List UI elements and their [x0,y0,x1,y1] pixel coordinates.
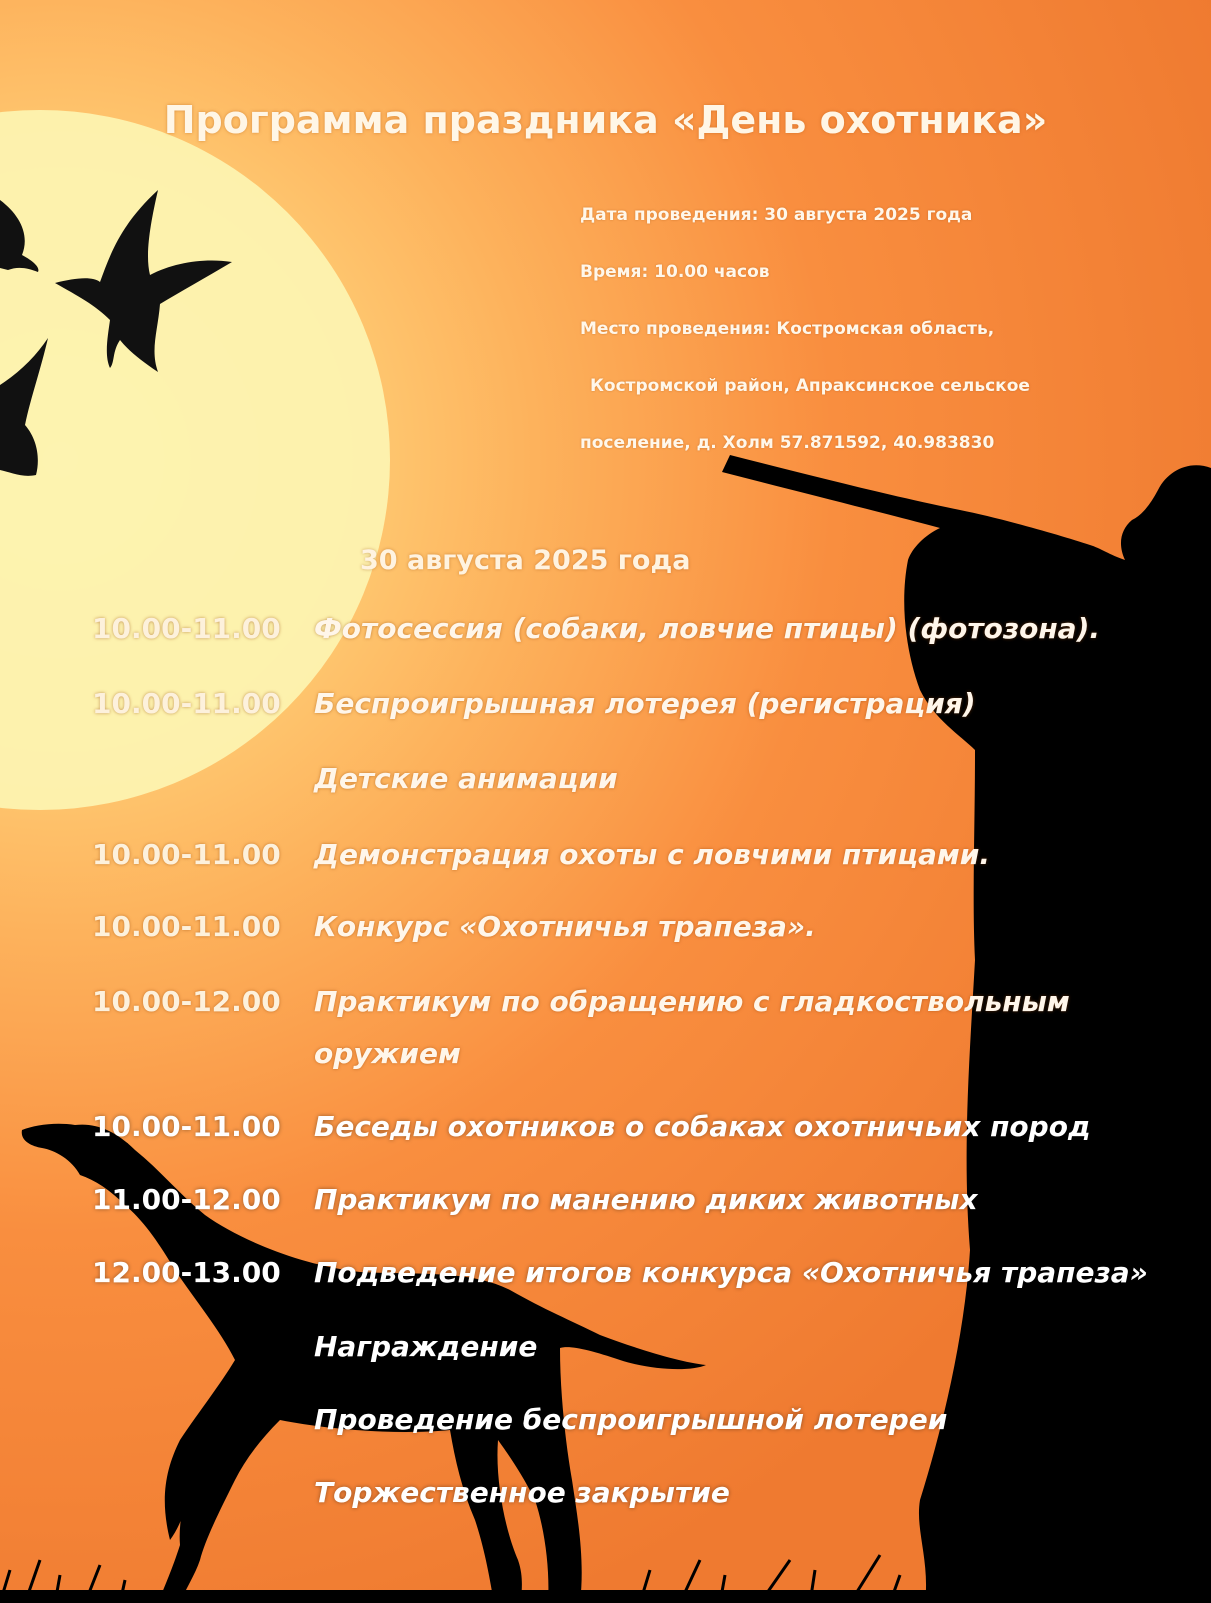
schedule-time: 11.00-12.00 [92,1183,281,1216]
info-place-line-2: Костромской район, Апраксинское сельское [590,376,1030,396]
info-time: Время: 10.00 часов [580,262,770,282]
schedule-time: 10.00-11.00 [92,838,281,871]
schedule-time: 10.00-12.00 [92,985,281,1018]
schedule-event: Практикум по обращению с гладкоствольным [314,985,1070,1018]
schedule-time: 10.00-11.00 [92,687,281,720]
schedule-event: Детские анимации [314,762,618,795]
info-place-line-3: поселение, д. Холм 57.871592, 40.983830 [580,433,995,453]
schedule-time: 10.00-11.00 [92,910,281,943]
schedule-time: 10.00-11.00 [92,1110,281,1143]
schedule-event: Фотосессия (собаки, ловчие птицы) (фотозона). [314,612,1100,645]
schedule-event: Демонстрация охоты с ловчими птицами. [314,838,990,871]
schedule-event: Торжественное закрытие [314,1476,730,1509]
schedule-event: Беспроигрышная лотерея (регистрация) [314,687,976,720]
schedule-date-heading: 30 августа 2025 года [360,545,691,576]
page-title: Программа праздника «День охотника» [163,98,1048,142]
event-info [580,200,1180,485]
schedule-event: оружием [314,1037,461,1070]
schedule-event: Награждение [314,1330,538,1363]
schedule-time: 10.00-11.00 [92,612,281,645]
grass-strip [0,1590,1211,1603]
schedule-event: Проведение беспроигрышной лотереи [314,1403,948,1436]
info-date: Дата проведения: 30 августа 2025 года [580,205,973,225]
schedule-event: Конкурс «Охотничья трапеза». [314,910,816,943]
schedule-event: Практикум по манению диких животных [314,1183,978,1216]
schedule-event: Беседы охотников о собаках охотничьих пород [314,1110,1091,1143]
schedule-event: Подведение итогов конкурса «Охотничья трапеза» [314,1256,1148,1289]
schedule-time: 12.00-13.00 [92,1256,281,1289]
info-place-line-1: Место проведения: Костромская область, [580,319,995,339]
